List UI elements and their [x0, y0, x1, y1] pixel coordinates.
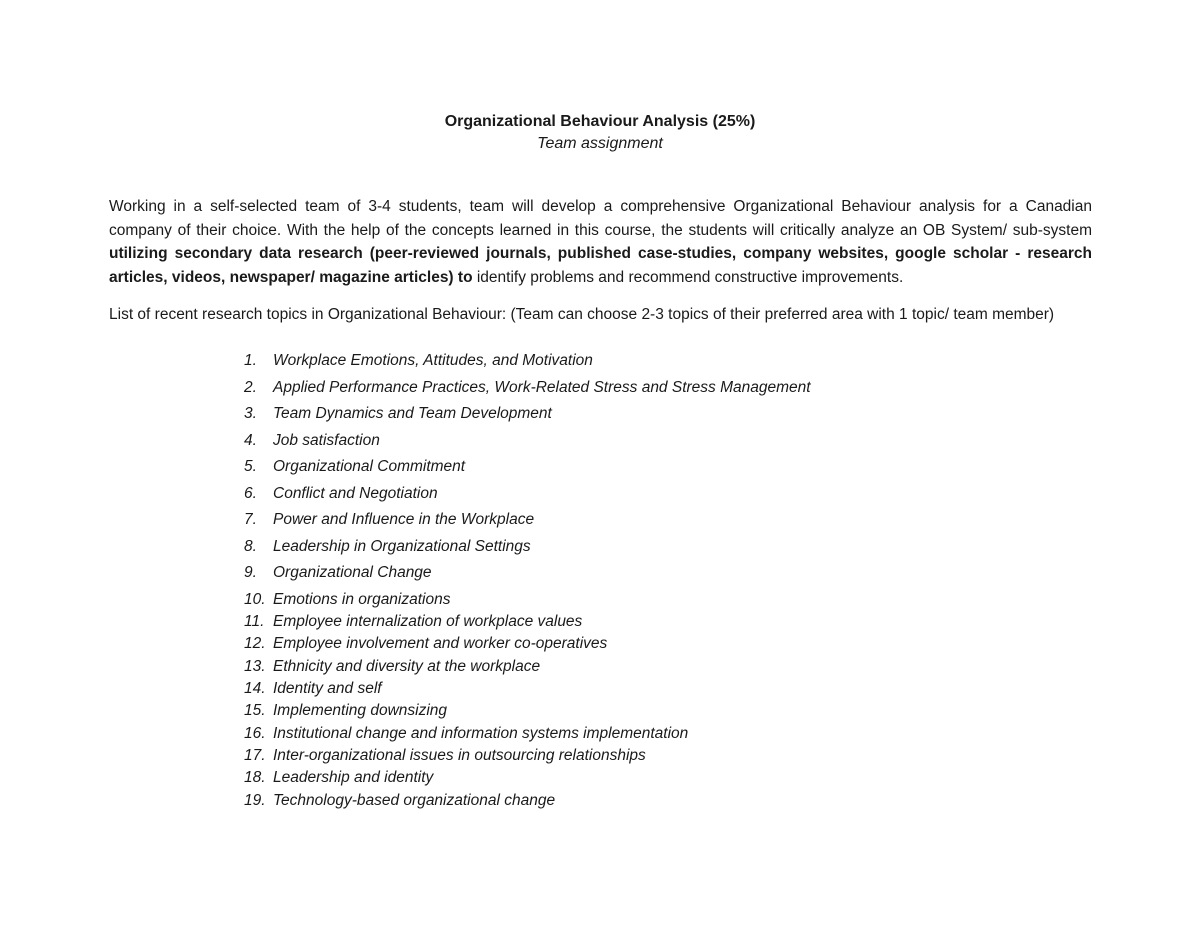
list-item: 18. Leadership and identity	[244, 769, 434, 786]
list-item: 16. Institutional change and information systems implementation	[244, 725, 689, 742]
list-item: 13. Ethnicity and diversity at the workplace	[244, 658, 541, 675]
list-item: 5. Organizational Commitment	[244, 458, 466, 475]
list-item: 15. Implementing downsizing	[244, 702, 448, 719]
intro-text-part2: identify problems and recommend constructive improvements.	[472, 268, 904, 286]
document-title: Organizational Behaviour Analysis (25%)	[444, 113, 756, 130]
list-item: 2. Applied Performance Practices, Work-Related Stress and Stress Management	[244, 378, 811, 396]
intro-text-bold: utilizing secondary data research (peer-reviewed journals, published case-studies, company websites, google scholar - research articles, videos, newspaper/ magazine articles) to	[109, 245, 1092, 286]
list-item: 10. Emotions in organizations	[244, 591, 451, 608]
list-item: 11. Employee internalization of workplace values	[244, 613, 583, 630]
list-item: 14. Identity and self	[244, 680, 382, 697]
list-item: 6. Conflict and Negotiation	[244, 484, 438, 502]
list-item: 4. Job satisfaction	[244, 431, 380, 449]
list-item: 1. Workplace Emotions, Attitudes, and Motivation	[244, 352, 593, 369]
list-item: 3. Team Dynamics and Team Development	[244, 405, 552, 422]
list-item: 8. Leadership in Organizational Settings	[244, 537, 531, 555]
list-item: 17. Inter-organizational issues in outsourcing relationships	[244, 747, 646, 764]
list-item: 9. Organizational Change	[244, 564, 432, 581]
list-item: 19. Technology-based organizational change	[244, 792, 556, 809]
intro-paragraph	[109, 195, 1092, 289]
intro-text-part1: Working in a self-selected team of 3-4 students, team will develop a comprehensive Organizational Behaviour analysis for a Canadian company of their choice. With the help of the concepts learned in this course, the students will critically analyze an OB System/ sub-system	[109, 198, 1092, 239]
list-item: 7. Power and Influence in the Workplace	[244, 511, 535, 528]
document-subtitle: Team assignment	[537, 135, 663, 152]
list-item: 12. Employee involvement and worker co-operatives	[244, 635, 608, 652]
list-intro-paragraph: List of recent research topics in Organizational Behaviour: (Team can choose 2-3 topics of their preferred area with 1 topic/ team member)	[109, 306, 1055, 323]
